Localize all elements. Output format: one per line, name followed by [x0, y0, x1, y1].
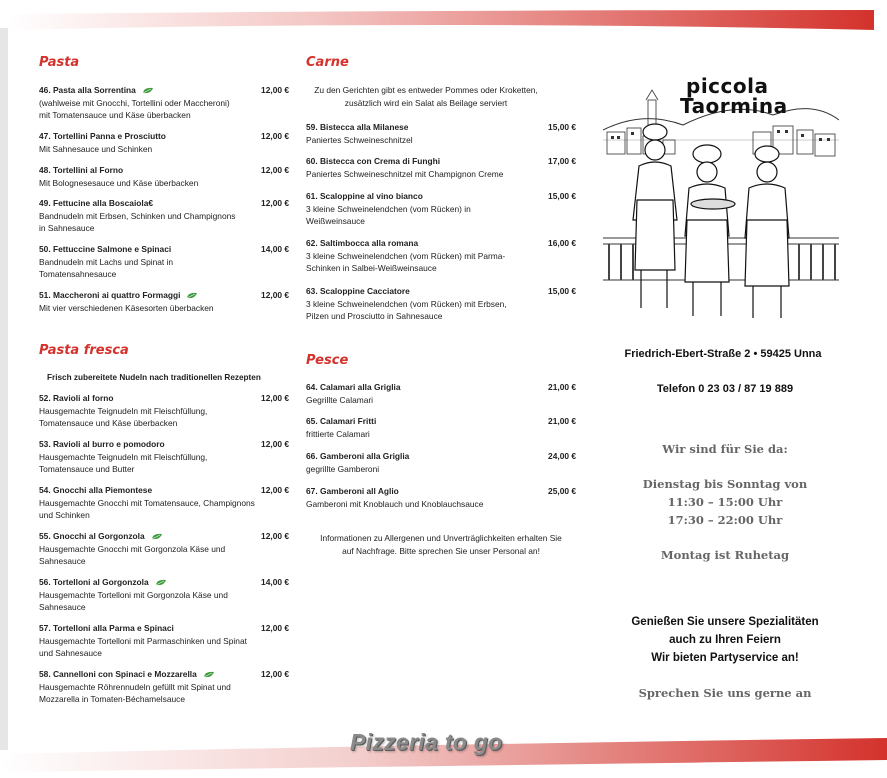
menu-item — [39, 622, 289, 660]
menu-item-description: Mit Bolognesesauce und Käse überbacken — [39, 177, 199, 188]
menu-item-description: Hausgemachte Gnocchi mit Gorgonzola Käse und Sahnesauce — [39, 543, 226, 567]
menu-item-name: 62. Saltimbocca alla romana — [306, 238, 419, 248]
menu-item — [306, 237, 576, 275]
menu-item-price: 12,00 € — [261, 198, 289, 208]
menu-item-name: 56. Tortelloni al Gorgonzola — [39, 577, 149, 587]
menu-item-price: 12,00 € — [261, 131, 289, 141]
menu-item — [39, 530, 289, 568]
footer-slogan: Pizzeria to go — [350, 729, 503, 755]
menu-item-description: 3 kleine Schweinelendchen (vom Rücken) mit Erbsen, Pilzen und Prosciutto in Sahnesauce — [306, 298, 507, 322]
hours-heading: Wir sind für Sie da: — [662, 442, 788, 456]
menu-item-price: 16,00 € — [548, 238, 576, 248]
menu-item-name: 64. Calamari alla Griglia — [306, 382, 401, 392]
menu-item-description: (wahlweise mit Gnocchi, Tortellini oder Maccheroni) mit Tomatensauce und Käse überbacken — [39, 97, 230, 121]
menu-item-name: 66. Gamberoni alla Griglia — [306, 451, 410, 461]
menu-item — [39, 668, 289, 706]
hours-days: Dienstag bis Sonntag von — [642, 477, 808, 491]
menu-item-description: Hausgemachte Tortelloni mit Parmaschinken und Spinat und Sahnesauce — [39, 635, 247, 659]
menu-item-description: 3 kleine Schweinelendchen (vom Rücken) in Weißweinsauce — [306, 203, 471, 227]
menu-item — [39, 84, 289, 122]
menu-item-name: 54. Gnocchi alla Piemontese — [39, 485, 153, 495]
menu-item-description: Paniertes Schweineschnitzel — [306, 134, 413, 145]
menu-item-name: 57. Tortelloni alla Parma e Spinaci — [39, 623, 174, 633]
menu-item-price: 12,00 € — [261, 439, 289, 449]
menu-item — [39, 130, 289, 155]
menu-item-description: Hausgemachte Gnocchi mit Tomatensauce, Champignons und Schinken — [39, 497, 255, 521]
menu-item — [306, 155, 576, 180]
menu-item-price: 15,00 € — [548, 191, 576, 201]
menu-item-description: Hausgemachte Tortelloni mit Gorgonzola Käse und Sahnesauce — [39, 589, 228, 613]
menu-item-description: Bandnudeln mit Erbsen, Schinken und Champignons in Sahnesauce — [39, 210, 236, 234]
allergy-note: Informationen zu Allergenen und Unverträglichkeiten erhalten Sie auf Nachfrage. Bitte sprechen Sie unser Personal an! — [320, 533, 562, 556]
menu-item-description: gegrillte Gamberoni — [306, 463, 380, 474]
address: Friedrich-Ebert-Straße 2 • 59425 Unna — [624, 348, 822, 360]
top-red-stripe — [8, 10, 874, 30]
menu-item-price: 14,00 € — [261, 577, 289, 587]
menu-item-name: 48. Tortellini al Forno — [39, 165, 124, 175]
leaf-icon — [186, 292, 198, 299]
menu-item-price: 15,00 € — [548, 122, 576, 132]
menu-item-name: 46. Pasta alla Sorrentina — [39, 85, 136, 95]
brand-name-line1: piccola — [686, 74, 769, 98]
section-title-carne: Carne — [306, 55, 349, 70]
menu-item-name: 67. Gamberoni all Aglio — [306, 486, 399, 496]
menu-item-name: 58. Cannelloni con Spinaci e Mozzarella — [39, 669, 197, 679]
menu-item-description: Gegrillte Calamari — [306, 394, 374, 405]
menu-item — [39, 164, 289, 189]
menu-item-price: 12,00 € — [261, 485, 289, 495]
menu-item-name: 52. Ravioli al forno — [39, 393, 114, 403]
hours-dinner: 17:30 – 22:00 Uhr — [667, 513, 783, 527]
menu-item-price: 12,00 € — [261, 531, 289, 541]
section-title-pasta: Pasta — [39, 55, 80, 70]
menu-item-name: 51. Maccheroni ai quattro Formaggi — [39, 290, 181, 300]
menu-item-price: 24,00 € — [548, 451, 576, 461]
menu-item-description: Paniertes Schweineschnitzel mit Champignon Creme — [306, 168, 504, 179]
menu-item-name: 53. Ravioli al burro e pomodoro — [39, 439, 165, 449]
menu-item-name: 65. Calamari Fritti — [306, 416, 377, 426]
carne-note: Zu den Gerichten gibt es entweder Pommes oder Kroketten, zusätzlich wird ein Salat als Beilage serviert — [314, 85, 538, 108]
menu-item — [39, 576, 289, 614]
promo-line-1: Genießen Sie unsere Spezialitäten — [631, 616, 819, 628]
menu-item-description: 3 kleine Schweinelendchen (vom Rücken) mit Parma-Schinken in Salbei-Weißweinsauce — [306, 250, 506, 274]
menu-item — [306, 190, 576, 228]
menu-item-price: 12,00 € — [261, 669, 289, 679]
menu-item — [39, 243, 289, 281]
menu-item-description: Gamberoni mit Knoblauch und Knoblauchsauce — [306, 498, 484, 509]
menu-item-name: 47. Tortellini Panna e Prosciutto — [39, 131, 166, 141]
menu-item-description: Hausgemachte Teignudeln mit Fleischfüllung, Tomatensauce und Käse überbacken — [39, 405, 208, 429]
menu-item-name: 55. Gnocchi al Gorgonzola — [39, 531, 145, 541]
brand-logo — [680, 76, 788, 116]
menu-item-description: Hausgemachte Teignudeln mit Fleischfüllung, Tomatensauce und Butter — [39, 451, 208, 475]
menu-item-name: 59. Bistecca alla Milanese — [306, 122, 409, 132]
leaf-icon — [203, 671, 215, 678]
menu-item — [39, 392, 289, 430]
menu-item — [306, 121, 576, 146]
menu-item-price: 12,00 € — [261, 165, 289, 175]
menu-item-name: 50. Fettuccine Salmone e Spinaci — [39, 244, 172, 254]
menu-item — [306, 381, 576, 406]
menu-item-name: 60. Bistecca con Crema di Funghi — [306, 156, 441, 166]
pasta-fresca-note: Frisch zubereitete Nudeln nach traditionellen Rezepten — [47, 373, 261, 382]
contact-line: Sprechen Sie uns gerne an — [638, 686, 812, 700]
menu-item-name: 49. Fettucine alla Boscaiola€ — [39, 198, 154, 208]
section-title-pasta-fresca: Pasta fresca — [39, 343, 129, 358]
menu-item — [39, 289, 289, 314]
closed-day: Montag ist Ruhetag — [660, 548, 790, 562]
leaf-icon — [142, 87, 154, 94]
menu-item-price: 21,00 € — [548, 382, 576, 392]
menu-item — [306, 285, 576, 323]
promo-line-3: Wir bieten Partyservice an! — [651, 652, 799, 664]
menu-item-price: 12,00 € — [261, 623, 289, 633]
leaf-icon — [155, 579, 167, 586]
menu-item — [306, 450, 576, 475]
menu-item-description: frittierte Calamari — [306, 428, 370, 439]
menu-item-name: 63. Scaloppine Cacciatore — [306, 286, 410, 296]
menu-item — [306, 415, 576, 440]
menu-item — [306, 485, 576, 510]
menu-item-price: 25,00 € — [548, 486, 576, 496]
promo-line-2: auch zu Ihren Feiern — [669, 634, 781, 646]
menu-item-price: 17,00 € — [548, 156, 576, 166]
menu-item — [39, 438, 289, 476]
menu-item-description: Mit Sahnesauce und Schinken — [39, 143, 153, 154]
brand-name-line2: Taormina — [680, 94, 788, 118]
hours-lunch: 11:30 – 15:00 Uhr — [667, 495, 783, 509]
menu-item-name: 61. Scaloppine al vino bianco — [306, 191, 423, 201]
menu-item-price: 12,00 € — [261, 393, 289, 403]
menu-item-description: Bandnudeln mit Lachs und Spinat in Tomatensahnesauce — [39, 256, 174, 280]
leaf-icon — [151, 533, 163, 540]
menu-item — [39, 197, 289, 235]
section-title-pesce: Pesce — [306, 353, 349, 368]
menu-item — [39, 484, 289, 522]
menu-item-price: 12,00 € — [261, 85, 289, 95]
phone-number: Telefon 0 23 03 / 87 19 889 — [656, 383, 794, 395]
menu-item-description: Hausgemachte Röhrennudeln gefüllt mit Spinat und Mozzarella in Tomaten-Béchamelsauce — [39, 681, 231, 705]
left-edge — [0, 28, 8, 750]
menu-item-price: 15,00 € — [548, 286, 576, 296]
menu-item-price: 12,00 € — [261, 290, 289, 300]
menu-item-price: 21,00 € — [548, 416, 576, 426]
menu-item-price: 14,00 € — [261, 244, 289, 254]
menu-item-description: Mit vier verschiedenen Käsesorten überbacken — [39, 302, 214, 313]
